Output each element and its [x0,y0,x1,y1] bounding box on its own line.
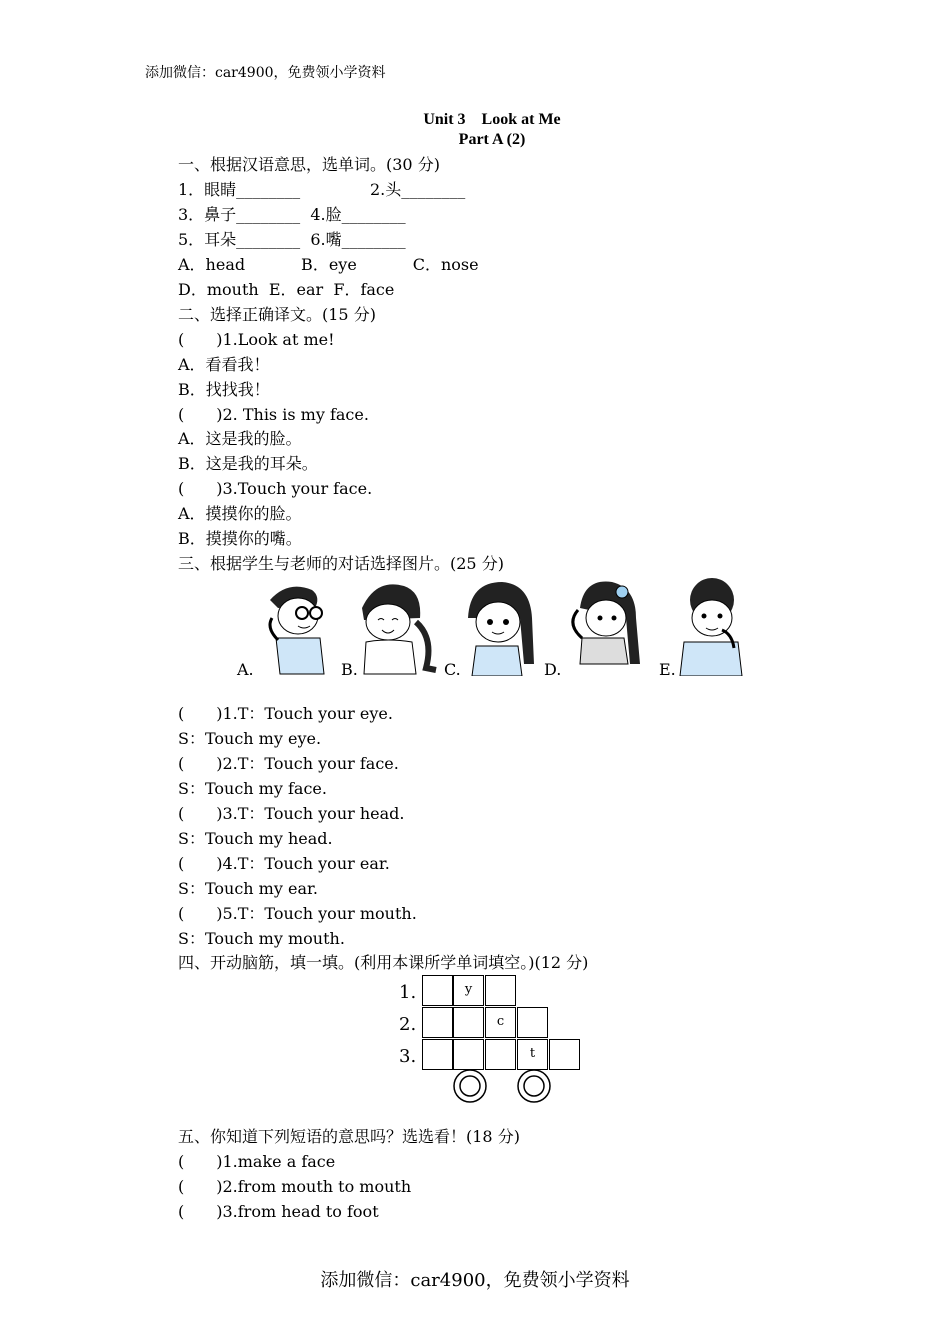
section1-heading: 一、根据汉语意思，选单词。(30 分) [178,155,440,174]
section3-line: ( )2.T：Touch your face. [178,754,399,773]
puzzle-cell[interactable]: y [453,975,484,1006]
section3-line: S：Touch my head. [178,829,333,848]
picture-label-a: A. [237,660,254,679]
puzzle-row-label: 1. [399,982,417,1003]
puzzle-cell[interactable]: t [517,1039,548,1070]
section2-line: ( )1.Look at me! [178,330,335,349]
section2-line: ( )3.Touch your face. [178,479,373,498]
girl-touching-head-illustration [458,578,540,676]
page-subtitle: Part A (2) [458,131,526,148]
section2-line: A．看看我！ [178,355,270,374]
girl-touching-face-illustration [356,578,440,676]
section3-line: ( )5.T：Touch your mouth. [178,904,417,923]
section2-line: A．这是我的脸。 [178,429,302,448]
wheel-icon [516,1068,552,1104]
section5-line: ( )2.from mouth to mouth [178,1177,412,1196]
boy-touching-mouth-illustration [672,578,748,676]
section2-line: B．摸摸你的嘴。 [178,529,302,548]
section3-line: ( )4.T：Touch your ear. [178,854,390,873]
puzzle-cell[interactable]: c [485,1007,516,1038]
section1-row-3: 5．耳朵________ 6.嘴________ [178,230,406,249]
puzzle-cell[interactable] [453,1039,484,1070]
section3-line: S：Touch my ear. [178,879,318,898]
puzzle-cell[interactable] [549,1039,580,1070]
section3-line: S：Touch my eye. [178,729,322,748]
section3-line: S：Touch my mouth. [178,929,345,948]
section1-item-1: 1．眼睛________ [178,180,301,199]
picture-label-e: E. [659,660,676,679]
puzzle-cell[interactable] [485,975,516,1006]
section2-heading: 二、选择正确译文。(15 分) [178,305,376,324]
section3-heading: 三、根据学生与老师的对话选择图片。(25 分) [178,554,504,573]
section1-item-2: 2.头________ [370,180,466,199]
section4-heading: 四、开动脑筋，填一填。(利用本课所学单词填空。)(12 分) [178,953,589,972]
picture-label-c: C. [444,660,461,679]
section5-heading: 五、你知道下列短语的意思吗？选选看！(18 分) [178,1127,520,1146]
section2-line: ( )2. This is my face. [178,405,369,424]
section1-row-2: 3．鼻子________ 4.脸________ [178,205,406,224]
puzzle-cell[interactable] [422,1007,453,1038]
section2-line: A．摸摸你的脸。 [178,504,302,523]
section1-options-2: D．mouth E．ear F．face [178,280,395,299]
wheel-icon [452,1068,488,1104]
puzzle-cell[interactable] [422,1039,453,1070]
section5-line: ( )3.from head to foot [178,1202,379,1221]
puzzle-cell[interactable] [485,1039,516,1070]
puzzle-row-label: 3. [399,1046,417,1067]
page-title: Unit 3 Look at Me [423,111,561,128]
picture-label-b: B. [341,660,358,679]
puzzle-row-label: 2. [399,1014,417,1035]
header-note: 添加微信：car4900，免费领小学资料 [145,65,386,81]
puzzle-cell[interactable] [422,975,453,1006]
boy-touching-eye-illustration [258,578,334,676]
footer-note: 添加微信：car4900，免费领小学资料 [320,1270,630,1291]
puzzle-cell[interactable] [453,1007,484,1038]
section3-line: ( )1.T：Touch your eye. [178,704,393,723]
picture-label-d: D. [544,660,562,679]
girl-touching-ear-illustration [560,578,644,676]
section2-line: B．找找我！ [178,380,270,399]
section2-line: B．这是我的耳朵。 [178,454,318,473]
section3-line: S：Touch my face. [178,779,327,798]
section5-line: ( )1.make a face [178,1152,336,1171]
section1-options-1: A．head B．eye C．nose [178,255,479,274]
section3-line: ( )3.T：Touch your head. [178,804,405,823]
puzzle-cell[interactable] [517,1007,548,1038]
